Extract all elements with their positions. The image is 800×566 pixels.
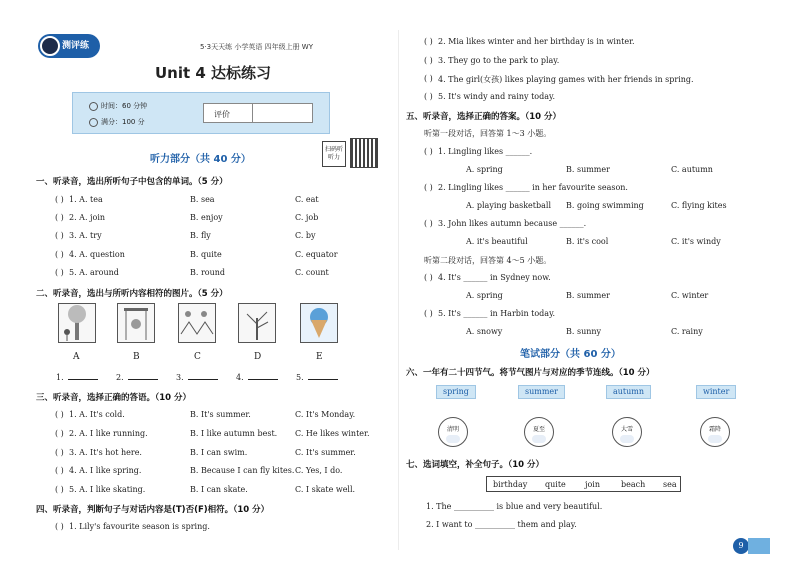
question-text: 3. John likes autumn because ______. — [438, 219, 587, 228]
option-c: C. flying kites — [671, 201, 727, 210]
word-bank-item[interactable]: beach — [621, 480, 646, 489]
page-title: Unit 4 达标练习 — [155, 64, 272, 82]
term-picture-icon — [620, 435, 634, 443]
eval-field[interactable] — [203, 103, 313, 123]
option-a: 3. A. try — [69, 231, 102, 240]
section-1-title: 一、听录音，选出所听句子中包含的单词。（5 分） — [36, 177, 228, 187]
word-bank-item[interactable]: join — [585, 480, 601, 489]
picture-label-c: C — [194, 352, 201, 362]
answer-line[interactable] — [308, 379, 338, 380]
section-6-title: 六、一年有二十四节气。将节气图片与对应的季节连线。（10 分） — [406, 368, 655, 378]
answer-line[interactable] — [128, 379, 158, 380]
statement-text: 2. Mia likes winter and her birthday is in winter. — [438, 37, 635, 46]
option-c: C. I skate well. — [295, 485, 356, 494]
season-summer[interactable]: summer — [518, 385, 565, 399]
logo-badge — [38, 34, 100, 58]
qr-code-icon — [350, 138, 378, 168]
check-icon — [89, 118, 98, 127]
answer-blank[interactable]: ( ) — [55, 522, 64, 531]
picture-a — [58, 303, 96, 343]
word-bank — [486, 476, 681, 492]
term-picture-icon — [446, 435, 460, 443]
option-c: C. by — [295, 231, 316, 240]
term-label: 霜降 — [708, 426, 721, 433]
picture-label-e: E — [316, 352, 323, 362]
blank-number: 4. — [236, 373, 244, 382]
option-a: 2. A. join — [69, 213, 106, 222]
time-line — [89, 101, 147, 111]
answer-blank[interactable]: ( ) — [424, 183, 433, 192]
option-a: A. playing basketball — [466, 201, 552, 210]
solar-term-2[interactable] — [524, 417, 554, 447]
answer-line[interactable] — [68, 379, 98, 380]
full-score-text: 满分：100 分 — [101, 118, 145, 126]
option-c: C. equator — [295, 250, 338, 259]
swing-icon — [118, 304, 154, 342]
solar-term-3[interactable] — [612, 417, 642, 447]
answer-blank[interactable]: ( ) — [55, 410, 64, 419]
option-b: B. I can swim. — [190, 448, 248, 457]
answer-blank[interactable]: ( ) — [55, 466, 64, 475]
listening-part-title: 听力部分（共 40 分） — [150, 154, 251, 165]
s5-intro-2: 听第二段对话，回答第 4～5 小题。 — [424, 256, 552, 265]
question-text: 2. Lingling likes ______ in her favourite season. — [438, 183, 628, 192]
option-a: 5. A. around — [69, 268, 119, 277]
s2-blank-3[interactable] — [176, 373, 218, 382]
option-b: B. It's summer. — [190, 410, 251, 419]
page-tab — [748, 538, 770, 554]
answer-blank[interactable]: ( ) — [424, 37, 433, 46]
section-4-title: 四、听录音，判断句子与对话内容是(T)否(F)相符。（10 分） — [36, 505, 270, 515]
option-b: B. sea — [190, 195, 215, 204]
season-winter[interactable]: winter — [696, 385, 736, 399]
answer-blank[interactable]: ( ) — [55, 250, 64, 259]
question-text: 1. Lingling likes ______. — [438, 147, 533, 156]
score-line — [89, 117, 145, 127]
statement-text: 1. Lily's favourite season is spring. — [69, 522, 210, 531]
section-3-title: 三、听录音，选择正确的答语。（10 分） — [36, 393, 192, 403]
answer-line[interactable] — [248, 379, 278, 380]
tree-play-icon — [59, 304, 95, 342]
section-2-title: 二、听录音，选出与所听内容相符的图片。（5 分） — [36, 289, 228, 299]
picture-e — [300, 303, 338, 343]
option-a: 1. A. It's cold. — [69, 410, 125, 419]
playground-icon — [179, 304, 215, 342]
option-b: B. round — [190, 268, 226, 277]
option-c: C. it's windy — [671, 237, 721, 246]
option-b: B. Because I can fly kites. — [190, 466, 295, 475]
section-5-title: 五、听录音，选择正确的答案。（10 分） — [406, 112, 562, 122]
statement-text: 5. It's windy and rainy today. — [438, 92, 556, 101]
ice-cream-icon — [301, 304, 337, 342]
option-a: 2. A. I like running. — [69, 429, 148, 438]
option-c: C. winter — [671, 291, 709, 300]
blank-number: 2. — [116, 373, 124, 382]
picture-label-a: A — [73, 352, 80, 362]
term-label: 大雪 — [620, 426, 633, 433]
blank-number: 5. — [296, 373, 304, 382]
answer-blank[interactable]: ( ) — [424, 74, 433, 83]
option-c: C. count — [295, 268, 329, 277]
option-a: A. spring — [466, 165, 503, 174]
s2-blank-5[interactable] — [296, 373, 338, 382]
term-label: 夏至 — [532, 426, 545, 433]
option-b: B. summer — [566, 291, 610, 300]
answer-blank[interactable]: ( ) — [424, 147, 433, 156]
picture-label-d: D — [254, 352, 262, 362]
answer-blank[interactable]: ( ) — [424, 219, 433, 228]
option-c: C. rainy — [671, 327, 703, 336]
question-text: 5. It's ______ in Harbin today. — [438, 309, 556, 318]
s7-q2[interactable]: 2. I want to __________ them and play. — [426, 520, 577, 529]
book-info: 5·3天天练 小学英语 四年级上册 WY — [200, 43, 314, 51]
bare-tree-icon — [239, 304, 275, 342]
option-a: 3. A. It's hot here. — [69, 448, 142, 457]
solar-term-4[interactable] — [700, 417, 730, 447]
s7-q1[interactable]: 1. The __________ is blue and very beautiful. — [426, 502, 603, 511]
term-label: 清明 — [446, 426, 459, 433]
s2-blank-4[interactable] — [236, 373, 278, 382]
answer-blank[interactable]: ( ) — [55, 195, 64, 204]
option-a: 5. A. I like skating. — [69, 485, 146, 494]
option-c: C. It's summer. — [295, 448, 356, 457]
option-b: B. going swimming — [566, 201, 644, 210]
page-number: 9 — [733, 538, 749, 554]
picture-d — [238, 303, 276, 343]
option-b: B. I can skate. — [190, 485, 248, 494]
statement-text: 4. The girl(女孩) likes playing games with her friends in spring. — [438, 75, 694, 84]
term-picture-icon — [708, 435, 722, 443]
option-c: C. Yes, I do. — [295, 466, 343, 475]
section-7-title: 七、选词填空，补全句子。（10 分） — [406, 460, 545, 470]
option-b: B. fly — [190, 231, 211, 240]
time-text: 时间：60 分钟 — [101, 102, 148, 110]
option-b: B. sunny — [566, 327, 602, 336]
option-b: B. enjoy — [190, 213, 223, 222]
picture-label-b: B — [133, 352, 140, 362]
answer-blank[interactable]: ( ) — [424, 309, 433, 318]
answer-blank[interactable]: ( ) — [55, 268, 64, 277]
word-bank-item[interactable]: sea — [663, 480, 677, 489]
answer-blank[interactable]: ( ) — [55, 429, 64, 438]
blank-number: 1. — [56, 373, 64, 382]
answer-blank[interactable]: ( ) — [55, 213, 64, 222]
option-a: A. spring — [466, 291, 503, 300]
s2-blank-1[interactable] — [56, 373, 98, 382]
picture-b — [117, 303, 155, 343]
option-c: C. autumn — [671, 165, 713, 174]
word-bank-item[interactable]: quite — [545, 480, 566, 489]
season-autumn[interactable]: autumn — [606, 385, 651, 399]
term-picture-icon — [532, 435, 546, 443]
option-a: 1. A. tea — [69, 195, 103, 204]
logo-text: 测评练 — [62, 41, 90, 51]
answer-blank[interactable]: ( ) — [424, 92, 433, 101]
answer-line[interactable] — [188, 379, 218, 380]
option-c: C. He likes winter. — [295, 429, 370, 438]
clock-icon — [89, 102, 98, 111]
statement-text: 3. They go to the park to play. — [438, 56, 560, 65]
answer-blank[interactable]: ( ) — [424, 56, 433, 65]
answer-blank[interactable]: ( ) — [55, 231, 64, 240]
option-a: A. snowy — [466, 327, 503, 336]
answer-blank[interactable]: ( ) — [55, 485, 64, 494]
eval-label: 评价 — [214, 110, 230, 119]
season-spring[interactable]: spring — [436, 385, 476, 399]
option-a: A. it's beautiful — [466, 237, 528, 246]
word-bank-item[interactable]: birthday — [493, 480, 528, 489]
s2-blank-2[interactable] — [116, 373, 158, 382]
option-a: 4. A. question — [69, 250, 125, 259]
solar-term-1[interactable] — [438, 417, 468, 447]
question-text: 4. It's ______ in Sydney now. — [438, 273, 551, 282]
written-part-title: 笔试部分（共 60 分） — [520, 349, 621, 360]
picture-c — [178, 303, 216, 343]
option-b: B. I like autumn best. — [190, 429, 278, 438]
blank-number: 3. — [176, 373, 184, 382]
option-c: C. eat — [295, 195, 319, 204]
answer-blank[interactable]: ( ) — [424, 273, 433, 282]
s5-intro-1: 听第一段对话，回答第 1～3 小题。 — [424, 129, 552, 138]
scan-label: 扫码听听力 — [322, 141, 346, 167]
mascot-icon — [40, 36, 60, 56]
option-b: B. quite — [190, 250, 222, 259]
answer-blank[interactable]: ( ) — [55, 448, 64, 457]
eval-divider — [252, 104, 253, 122]
option-c: C. It's Monday. — [295, 410, 356, 419]
option-b: B. it's cool — [566, 237, 609, 246]
score-box — [72, 92, 330, 134]
option-a: 4. A. I like spring. — [69, 466, 142, 475]
option-b: B. summer — [566, 165, 610, 174]
option-c: C. job — [295, 213, 319, 222]
